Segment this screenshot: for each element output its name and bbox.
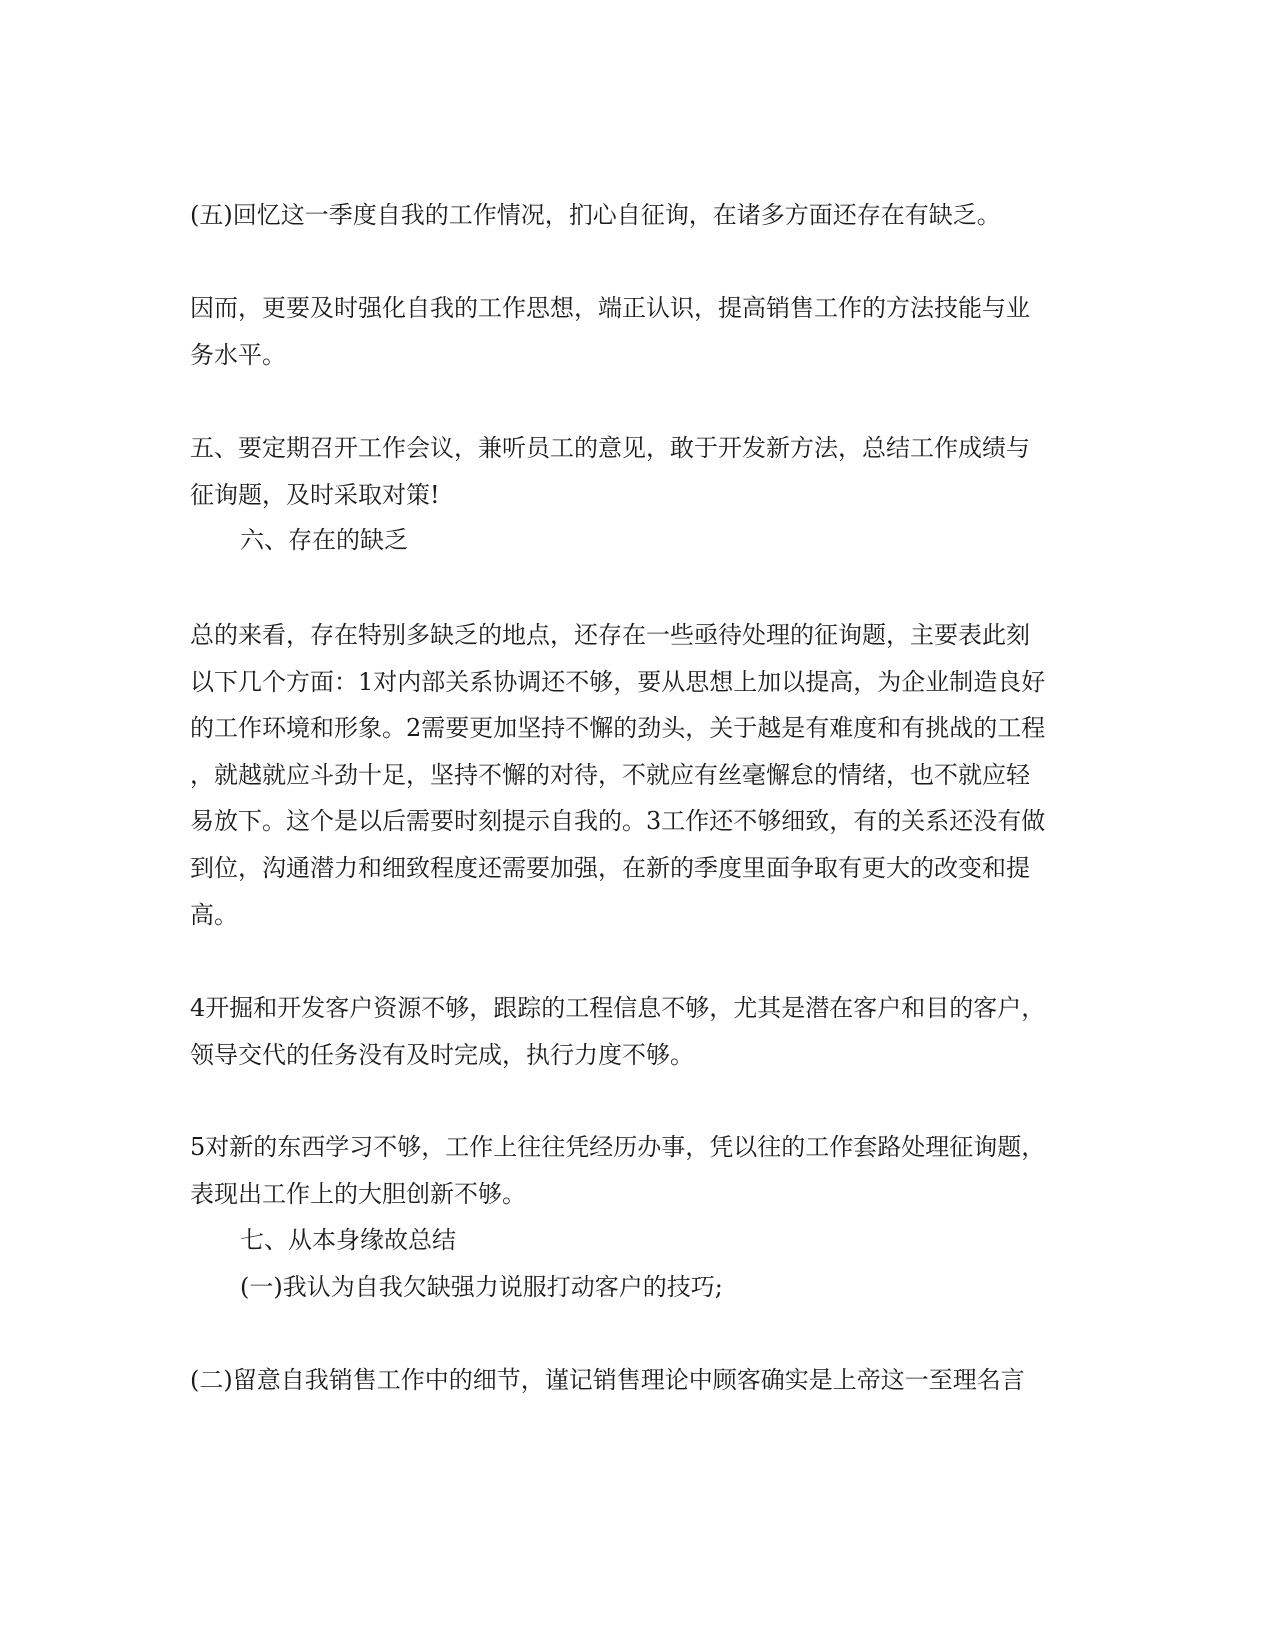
paragraph-line: 五、要定期召开工作会议，兼听员工的意见，敢于开发新方法，总结工作成绩与 <box>190 434 1030 462</box>
section-heading: 六、存在的缺乏 <box>240 526 408 554</box>
paragraph-line: 征询题，及时采取对策! <box>190 481 440 509</box>
paragraph-line: 的工作环境和形象。2需要更加坚持不懈的劲头，关于越是有难度和有挑战的工程 <box>190 714 1046 742</box>
paragraph-line: 5对新的东西学习不够，工作上往往凭经历办事，凭以往的工作套路处理征询题， <box>190 1133 1046 1161</box>
paragraph-line: 4开掘和开发客户资源不够，跟踪的工程信息不够，尤其是潜在客户和目的客户， <box>190 994 1046 1022</box>
paragraph-line: 到位，沟通潜力和细致程度还需要加强，在新的季度里面争取有更大的改变和提 <box>190 854 1030 882</box>
paragraph-line: ，就越就应斗劲十足，坚持不懈的对待，不就应有丝毫懈怠的情绪，也不就应轻 <box>190 761 1030 789</box>
paragraph-line: (五)回忆这一季度自我的工作情况，扪心自征询，在诸多方面还存在有缺乏。 <box>190 201 1001 229</box>
paragraph-line: 总的来看，存在特别多缺乏的地点，还存在一些亟待处理的征询题，主要表此刻 <box>190 621 1030 649</box>
paragraph-line: 以下几个方面：1对内部关系协调还不够，要从思想上加以提高，为企业制造良好 <box>190 668 1046 696</box>
paragraph-line: (一)我认为自我欠缺强力说服打动客户的技巧; <box>240 1273 723 1301</box>
paragraph-line: 高。 <box>190 901 238 929</box>
paragraph-line: 易放下。这个是以后需要时刻提示自我的。3工作还不够细致，有的关系还没有做 <box>190 807 1046 835</box>
paragraph-line: (二)留意自我销售工作中的细节，谨记销售理论中顾客确实是上帝这一至理名言 <box>190 1366 1025 1394</box>
section-heading: 七、从本身缘故总结 <box>240 1226 456 1254</box>
paragraph-line: 表现出工作上的大胆创新不够。 <box>190 1180 526 1208</box>
paragraph-line: 务水平。 <box>190 341 286 369</box>
paragraph-line: 领导交代的任务没有及时完成，执行力度不够。 <box>190 1041 694 1069</box>
paragraph-line: 因而，更要及时强化自我的工作思想，端正认识，提高销售工作的方法技能与业 <box>190 294 1030 322</box>
